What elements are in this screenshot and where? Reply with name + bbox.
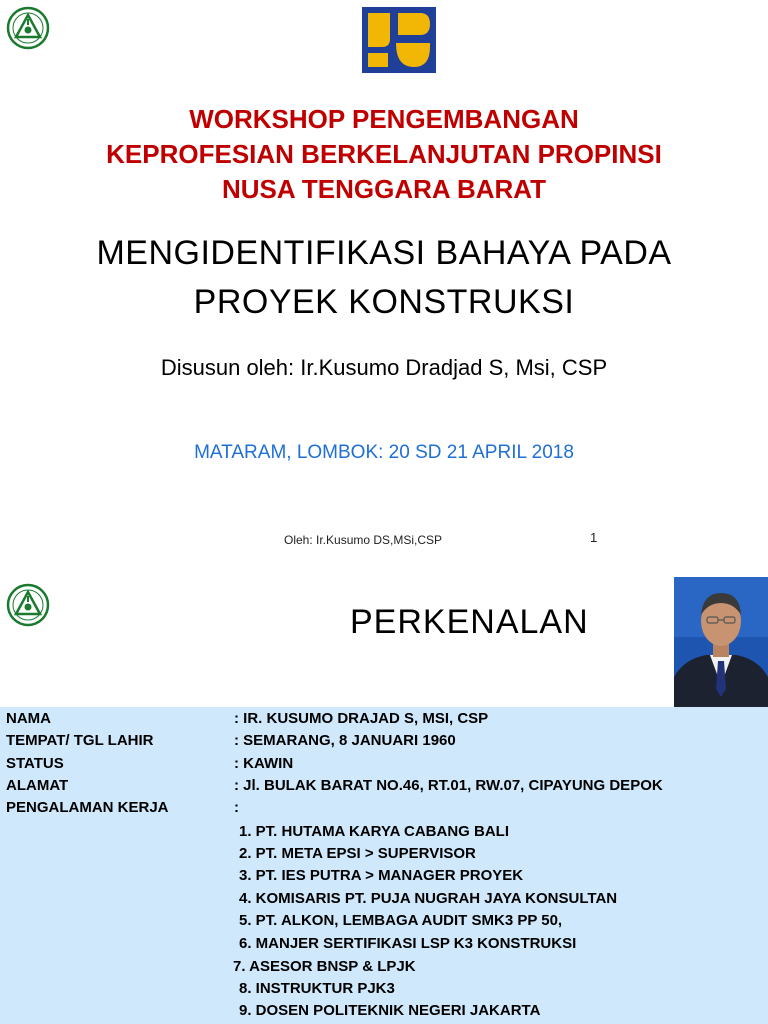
profile-value-status: : KAWIN (234, 755, 294, 772)
experience-item: 2. PT. META EPSI > SUPERVISOR (239, 845, 476, 862)
presenter-photo (674, 577, 768, 707)
experience-item: 4. KOMISARIS PT. PUJA NUGRAH JAYA KONSULTAN (239, 890, 618, 907)
workshop-title-line-2: KEPROFESIAN BERKELANJUTAN PROPINSI (106, 139, 662, 169)
profile-label-experience: PENGALAMAN KERJA (6, 799, 169, 816)
author-credit: Disusun oleh: Ir.Kusumo Dradjad S, Msi, CSP (160, 355, 608, 380)
profile-value-experience: : (234, 799, 239, 816)
experience-item: 5. PT. ALKON, LEMBAGA AUDIT SMK3 PP 50, (239, 912, 563, 929)
experience-item: 6. MANJER SERTIFIKASI LSP K3 KONSTRUKSI (239, 935, 577, 952)
experience-item: 8. INSTRUKTUR PJK3 (239, 980, 395, 997)
experience-item: 1. PT. HUTAMA KARYA CABANG BALI (239, 823, 510, 840)
slide-heading: PERKENALAN (350, 603, 589, 641)
experience-item: 7. ASESOR BNSP & LPJK (233, 958, 416, 975)
profile-info-box (0, 707, 768, 1024)
workshop-title (0, 102, 768, 207)
experience-item: 3. PT. IES PUTRA > MANAGER PROYEK (239, 867, 524, 884)
k3-safety-logo-icon (6, 6, 50, 50)
profile-label-nama: NAMA (6, 710, 51, 727)
workshop-title-line-3: NUSA TENGGARA BARAT (221, 174, 547, 204)
profile-label-birth: TEMPAT/ TGL LAHIR (6, 732, 154, 749)
main-title (0, 229, 768, 327)
profile-value-birth: : SEMARANG, 8 JANUARI 1960 (234, 732, 456, 749)
workshop-title-line-1: WORKSHOP PENGEMBANGAN (189, 104, 579, 134)
profile-value-nama: : IR. KUSUMO DRAJAD S, MSI, CSP (234, 710, 489, 727)
profile-label-address: ALAMAT (6, 777, 69, 794)
experience-item: 9. DOSEN POLITEKNIK NEGERI JAKARTA (239, 1002, 541, 1019)
profile-value-address: : Jl. BULAK BARAT NO.46, RT.01, RW.07, CIPAYUNG DEPOK (234, 777, 663, 794)
main-title-line-1: MENGIDENTIFIKASI BAHAYA PADA (96, 234, 672, 272)
profile-label-status: STATUS (6, 755, 64, 772)
k3-safety-logo-icon (6, 583, 50, 627)
page-number: 1 (590, 530, 598, 545)
pu-ministry-logo-icon (362, 7, 436, 73)
main-title-line-2: PROYEK KONSTRUKSI (193, 283, 575, 321)
slide-footer: Oleh: Ir.Kusumo DS,MSi,CSP (284, 533, 443, 547)
event-info: MATARAM, LOMBOK: 20 SD 21 APRIL 2018 (194, 442, 574, 463)
